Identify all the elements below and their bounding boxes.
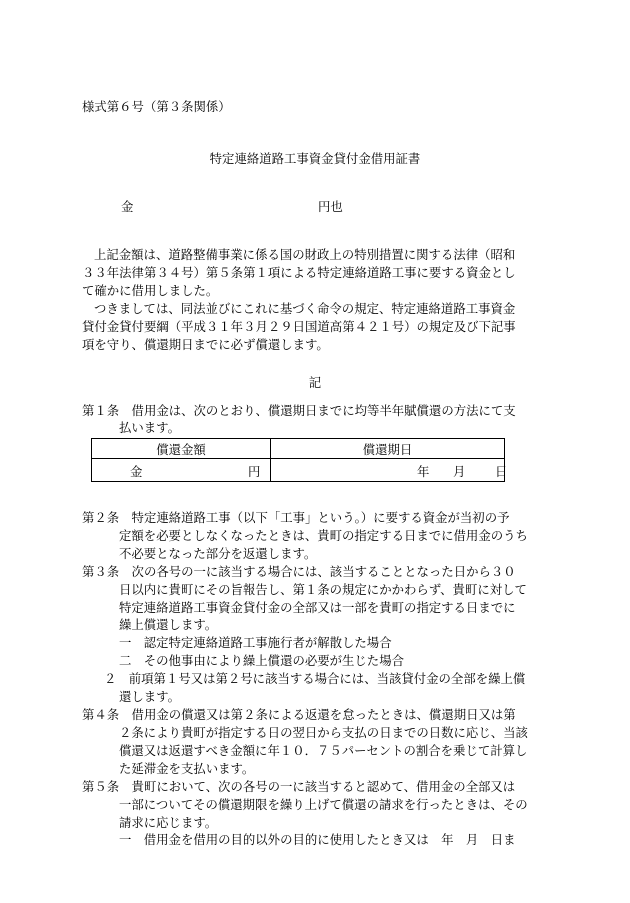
article-line: 一部についてその償還期限を繰り上げて償還の請求を行ったときは、その	[119, 797, 528, 812]
article-line: ２条により貴町が指定する日の翌日から支払の日までの日数に応じ、当該	[119, 725, 528, 740]
article-line: 二 その他事由により繰上償還の必要が生じた場合	[119, 653, 404, 668]
preamble-line: て確かに借用しました。	[82, 283, 219, 298]
form-number: 様式第６号（第３条関係）	[82, 99, 231, 114]
header-repayment-date: 償還期日	[271, 439, 505, 459]
preamble-line: 貸付金貸付要綱（平成３１年３月２９日国道高第４２１号）の規定及び下記事	[82, 319, 516, 334]
header-repayment-amount: 償還金額	[92, 439, 271, 459]
cell-en-label: 円	[248, 464, 261, 479]
cell-kin-label: 金	[130, 464, 143, 479]
article-line: ２ 前項第１号又は第２号に該当する場合には、当該貸付金の全部を繰上償	[104, 671, 526, 686]
article-line: 特定連絡道路工事資金貸付金の全部又は一部を貴町の指定する日までに	[119, 600, 516, 615]
article-line: 第４条 借用金の償還又は第２条による返還を怠ったときは、償還期日又は第	[82, 707, 516, 722]
cell-month-label: 月	[453, 464, 466, 479]
repayment-amount-cell	[92, 459, 271, 482]
article-line: 請求に応じます。	[119, 815, 218, 830]
article-line: 一 借用金を借用の目的以外の目的に使用したとき又は 年 月 日ま	[119, 832, 516, 847]
ki-heading: 記	[308, 375, 322, 390]
preamble-line: つきましては、同法並びにこれに基づく命令の規定、特定連絡道路工事資金	[94, 301, 516, 316]
cell-year-label: 年	[417, 464, 430, 479]
table-row	[92, 459, 505, 482]
article-line: 還します。	[119, 689, 180, 704]
repayment-table	[91, 438, 508, 482]
article-line: 定額を必要としなくなったときは、貴町の指定する日までに借用金のうち	[119, 528, 528, 543]
table-header-row	[92, 439, 505, 459]
article-line: 不必要となった部分を返還します。	[119, 546, 317, 561]
article-line: 一 認定特定連絡道路工事施行者が解散した場合	[119, 635, 392, 650]
article-line: た延滞金を支払います。	[119, 761, 255, 776]
amount-kin-label: 金	[121, 199, 134, 214]
document-title: 特定連絡道路工事資金貸付金借用証書	[209, 151, 421, 166]
article-line: 償還又は返還すべき金額に年１０．７５パーセントの割合を乗じて計算し	[119, 743, 528, 758]
repayment-date-cell	[271, 459, 508, 482]
preamble-line: 項を守り、償還期日までに必ず償還します。	[82, 337, 329, 352]
preamble-line: ３３年法律第３４号）第５条第１項による特定連絡道路工事に要する資金とし	[82, 265, 516, 280]
article-line: 第３条 次の各号の一に該当する場合には、該当することとなった日から３０	[82, 564, 516, 579]
preamble-line: 上記金額は、道路整備事業に係る国の財政上の特別措置に関する法律（昭和	[94, 247, 516, 262]
article-line: 第２条 特定連絡道路工事（以下「工事」という。）に要する資金が当初の予	[82, 510, 510, 525]
article-line: 第５条 貴町において、次の各号の一に該当すると認めて、借用金の全部又は	[82, 779, 516, 794]
amount-enya-label: 円也	[318, 199, 343, 214]
cell-day-label: 日	[495, 464, 508, 479]
article-1-line: 第１条 借用金は、次のとおり、償還期日までに均等半年賦償還の方法にて支	[82, 403, 516, 418]
article-line: 日以内に貴町にその旨報告し、第１条の規定にかかわらず、貴町に対して	[119, 582, 527, 597]
article-1-line: 払います。	[119, 420, 180, 435]
article-line: 繰上償還します。	[119, 617, 218, 632]
